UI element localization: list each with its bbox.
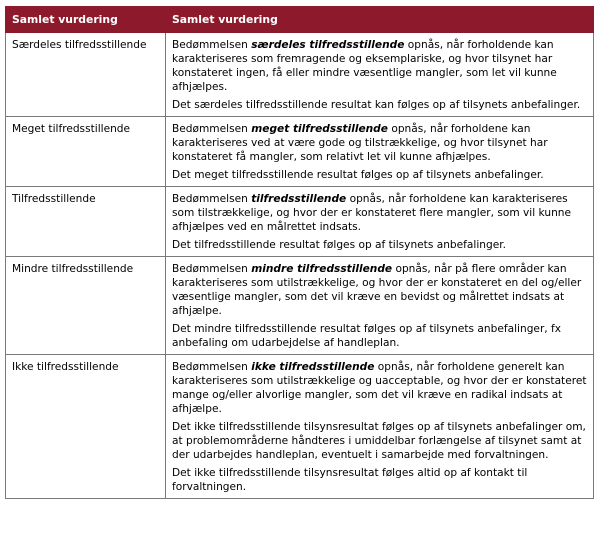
rating-description	[166, 355, 594, 499]
description-paragraph	[172, 192, 588, 234]
paragraph-text: opnås, når forholdene kan karakteriseres som tilstrækkelige, og hvor der er konstateret flere mangler, som vil kunne afhjælpes ved en målrettet indsats.	[172, 193, 572, 233]
rating-label: Særdeles tilfredsstillende	[6, 33, 166, 117]
followup-paragraph: Det mindre tilfredsstillende resultat følges op af tilsynets anbefalinger, fx anbefaling om udarbejdelse af handleplan.	[172, 323, 562, 349]
header-cell-rating: Samlet vurdering	[6, 7, 166, 33]
paragraph-text: Bedømmelsen	[172, 263, 252, 275]
followup-paragraph: Det ikke tilfredsstillende tilsynsresultat følges op af tilsynets anbefalinger om, at problemområderne håndteres i umiddelbar forlængelse af tilsynet samt at der udarbejdes handleplan, eventuelt i samarbejde med forvaltningen.	[172, 421, 586, 461]
rating-description	[166, 117, 594, 187]
rating-description	[166, 257, 594, 355]
rating-description	[166, 33, 594, 117]
rating-label: Ikke tilfredsstillende	[6, 355, 166, 499]
followup-paragraph: Det særdeles tilfredsstillende resultat kan følges op af tilsynets anbefalinger.	[172, 99, 581, 111]
description-paragraph	[172, 360, 588, 416]
emphasized-rating: tilfredsstillende	[251, 193, 347, 205]
header-cell-description: Samlet vurdering	[166, 7, 594, 33]
table-row	[6, 355, 594, 499]
description-paragraph	[172, 122, 588, 164]
paragraph-text: Bedømmelsen	[172, 123, 252, 135]
table-row	[6, 117, 594, 187]
table-header-row	[6, 7, 594, 33]
emphasized-rating: meget tilfredsstillende	[251, 123, 388, 135]
followup-paragraph: Det meget tilfredsstillende resultat følges op af tilsynets anbefalinger.	[172, 169, 544, 181]
paragraph-text: Bedømmelsen	[172, 361, 252, 373]
paragraph-text: opnås, når forholdene kan karakteriseres ved at være gode og tilstrækkelige, og hvor tilsynet har konstateret få mangler, som relativt let vil kunne afhjælpes.	[172, 123, 548, 163]
rating-label: Mindre tilfredsstillende	[6, 257, 166, 355]
paragraph-text: opnås, når forholdene generelt kan karakteriseres som utilstrækkelige og uacceptable, og hvor der er konstateret mange og/eller alvorlige mangler, som det vil kræve en radikal indsats at afhjælpe.	[172, 361, 587, 415]
rating-description	[166, 187, 594, 257]
rating-label: Meget tilfredsstillende	[6, 117, 166, 187]
assessment-table	[5, 6, 594, 499]
description-paragraph	[172, 262, 588, 318]
table-row	[6, 33, 594, 117]
table-row	[6, 257, 594, 355]
emphasized-rating: ikke tilfredsstillende	[251, 361, 375, 373]
followup-paragraph: Det tilfredsstillende resultat følges op af tilsynets anbefalinger.	[172, 239, 506, 251]
emphasized-rating: mindre tilfredsstillende	[251, 263, 393, 275]
paragraph-text: Bedømmelsen	[172, 39, 252, 51]
table-row	[6, 187, 594, 257]
contact-paragraph: Det ikke tilfredsstillende tilsynsresultat følges altid op af kontakt til forvaltningen.	[172, 467, 528, 493]
rating-label: Tilfredsstillende	[6, 187, 166, 257]
emphasized-rating: særdeles tilfredsstillende	[251, 39, 405, 51]
paragraph-text: Bedømmelsen	[172, 193, 252, 205]
paragraph-text: opnås, når på flere områder kan karakteriseres som utilstrækkelige, og hvor der er konstateret en del og/eller væsentlige mangler, som det vil kræve en bevidst og målrettet indsats at afhjælpe.	[172, 263, 582, 317]
description-paragraph	[172, 38, 588, 94]
paragraph-text: opnås, når forholdende kan karakteriseres som fremragende og eksemplariske, og hvor tilsynet har konstateret ingen, få eller mindre væsentlige mangler, som let vil kunne afhjælpes.	[172, 39, 557, 93]
